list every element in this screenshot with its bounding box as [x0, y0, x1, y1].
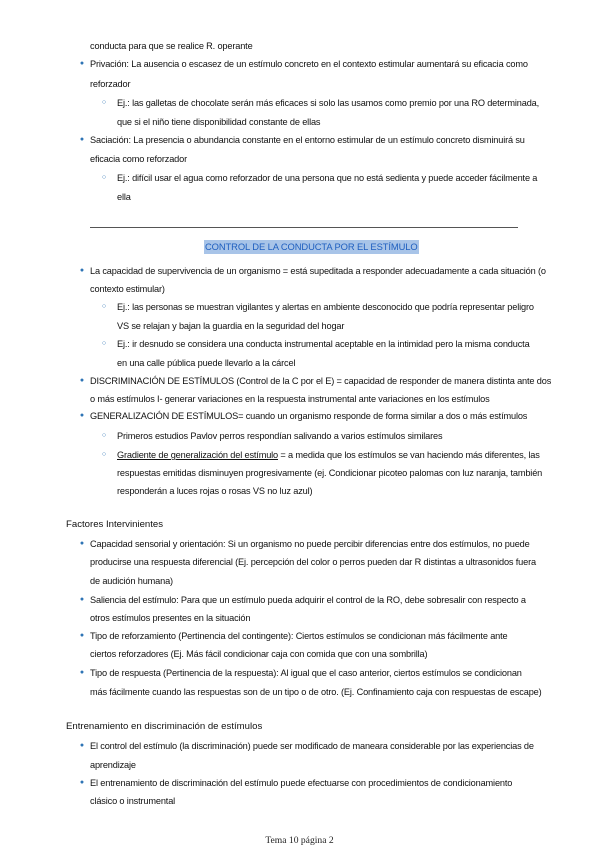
horizontal-divider	[90, 227, 518, 228]
text-line: reforzador	[90, 79, 131, 89]
text-line: responderán a luces rojas o rosas VS no luz azul)	[117, 486, 313, 496]
sub-bullet-icon: ○	[101, 340, 107, 347]
text-line: VS se relajan y bajan la guardia en la seguridad del hogar	[117, 321, 345, 331]
text-line: aprendizaje	[90, 760, 136, 770]
text-span: = a medida que los estímulos se van haciendo más diferentes, las	[278, 450, 540, 460]
text-line: La capacidad de supervivencia de un organismo = está supeditada a responder adecuadamente a cada situación (o	[90, 266, 546, 276]
bullet-icon: ●	[79, 136, 85, 143]
text-line: Tipo de reforzamiento (Pertinencia del contingente): Ciertos estímulos se condicionan más fácilmente ante	[90, 631, 508, 641]
text-line: GENERALIZACIÓN DE ESTÍMULOS= cuando un organismo responde de forma similar a dos o más estímulos	[90, 411, 528, 421]
text-line: Saciación: La presencia o abundancia constante en el entorno estimular de un estímulo concreto disminuirá su	[90, 135, 525, 145]
text-line: Ej.: ir desnudo se considera una conducta instrumental aceptable en la intimidad pero la misma conducta	[117, 339, 530, 349]
sub-bullet-icon: ○	[101, 451, 107, 458]
text-line: clásico o instrumental	[90, 796, 176, 806]
text-line: más fácilmente cuando las respuestas son de un tipo o de otro. (Ej. Confinamiento caja con respuestas de escape)	[90, 687, 542, 697]
underlined-term: Gradiente de generalización del estímulo	[117, 450, 279, 460]
text-line: conducta para que se realice R. operante	[90, 41, 253, 51]
bullet-icon: ●	[79, 596, 85, 603]
bullet-icon: ●	[79, 60, 85, 67]
text-line: producirse una respuesta diferencial (Ej. percepción del color o perros pueden dar R distintas a ultrasonidos fuera	[90, 557, 536, 567]
page-footer: Tema 10 página 2	[265, 835, 334, 846]
bullet-icon: ●	[79, 267, 85, 274]
text-line: Ej.: las personas se muestran vigilantes y alertas en ambiente desconocido que podría representar peligro	[117, 302, 534, 312]
bullet-icon: ●	[79, 540, 85, 547]
sub-bullet-icon: ○	[101, 174, 107, 181]
bullet-icon: ●	[79, 669, 85, 676]
bullet-icon: ●	[79, 742, 85, 749]
text-line: respuestas emitidas disminuyen progresivamente (ej. Condicionar picoteo palomas con luz naranja, también	[117, 468, 543, 478]
text-line: ella	[117, 192, 131, 202]
bullet-icon: ●	[79, 632, 85, 639]
section-title: Entrenamiento en discriminación de estímulos	[66, 721, 263, 732]
text-line: El control del estímulo (la discriminación) puede ser modificado de maneara considerable por las experiencias de	[90, 741, 534, 751]
text-line: Ej.: las galletas de chocolate serán más eficaces si solo las usamos como premio por una RO determinada,	[117, 98, 540, 108]
text-line: contexto estimular)	[90, 284, 165, 294]
text-line: de audición humana)	[90, 576, 173, 586]
text-line: Privación: La ausencia o escasez de un estímulo concreto en el contexto estimular aumentará su eficacia como	[90, 59, 528, 69]
sub-bullet-icon: ○	[101, 303, 107, 310]
text-line: DISCRIMINACIÓN DE ESTÍMULOS (Control de la C por el E) = capacidad de responder de manera distinta ante dos	[90, 376, 552, 386]
text-line: que si el niño tiene disponibilidad constante de ellas	[117, 117, 321, 127]
text-line	[117, 449, 540, 461]
section-title: Factores Intervinientes	[66, 519, 164, 530]
text-line: en una calle pública puede llevarlo a la cárcel	[117, 358, 296, 368]
text-line: Saliencia del estímulo: Para que un estímulo pueda adquirir el control de la RO, debe sobresalir con respecto a	[90, 595, 526, 605]
text-line: o más estímulos I- generar variaciones en la respuesta instrumental ante variaciones en los estímulos	[90, 394, 490, 404]
text-line: Primeros estudios Pavlov perros respondían salivando a varios estímulos similares	[117, 431, 443, 441]
text-line: eficacia como reforzador	[90, 154, 187, 164]
bullet-icon: ●	[79, 412, 85, 419]
bullet-icon: ●	[79, 377, 85, 384]
text-line: Ej.: difícil usar el agua como reforzador de una persona que no está sedienta y puede acceder fácilmente a	[117, 173, 538, 183]
text-line: Tipo de respuesta (Pertinencia de la respuesta): Al igual que el caso anterior, ciertos estímulos se condicionan	[90, 668, 522, 678]
text-line: Capacidad sensorial y orientación: Si un organismo no puede percibir diferencias entre dos estímulos, no puede	[90, 539, 530, 549]
text-line: ciertos reforzadores (Ej. Más fácil condicionar caja con comida que con una sombrilla)	[90, 649, 428, 659]
section-heading: CONTROL DE LA CONDUCTA POR EL ESTÍMULO	[205, 241, 418, 252]
sub-bullet-icon: ○	[101, 432, 107, 439]
sub-bullet-icon: ○	[101, 99, 107, 106]
bullet-icon: ●	[79, 779, 85, 786]
text-line: otros estímulos presentes en la situación	[90, 613, 251, 623]
text-line: El entrenamiento de discriminación del estímulo puede efectuarse con procedimientos de condicionamiento	[90, 778, 513, 788]
